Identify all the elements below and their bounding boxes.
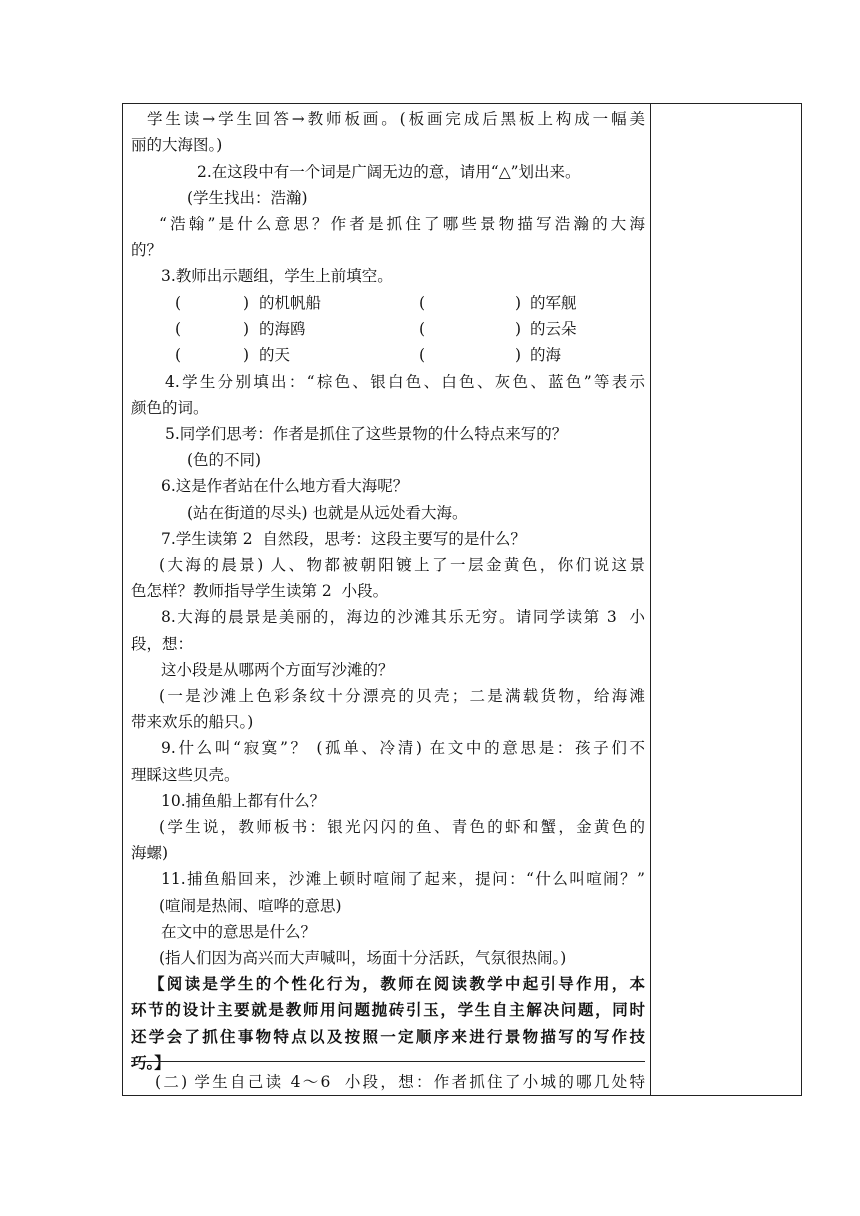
open-paren: (: [175, 320, 182, 338]
blank-answer: 的海: [530, 346, 562, 364]
text-line: 色怎样？教师指导学生读第 2 小段。: [131, 582, 389, 600]
text-line: (喧闹是热闹、喧哗的意思): [159, 897, 342, 915]
close-paren: ): [243, 320, 250, 338]
text-line: 5.同学们思考：作者是抓住了这些景物的什么特点来写的？: [165, 425, 568, 443]
fill-blank-row: [131, 290, 645, 316]
lesson-plan-table: [122, 103, 802, 1096]
close-paren: ): [515, 294, 522, 312]
text-line: (一是沙滩上色彩条纹十分漂亮的贝壳；二是满载货物，给海滩: [159, 687, 645, 705]
text-line: 9.什么叫“寂寞”？ (孤单、冷清) 在文中的意思是：孩子们不: [161, 739, 645, 757]
text-line: (指人们因为高兴而大声喊叫，场面十分活跃，气氛很热闹。): [159, 949, 567, 967]
blank-answer: 的天: [259, 346, 291, 364]
text-line: 11.捕鱼船回来，沙滩上顿时喧闹了起来，提问：“什么叫喧闹？”: [161, 870, 645, 888]
blank-answer: 的机帆船: [259, 294, 322, 312]
text-line: 3.教师出示题组，学生上前填空。: [161, 267, 393, 285]
column-divider: [650, 104, 651, 1095]
row-divider: [131, 1061, 645, 1062]
text-line: 带来欢乐的船只。): [131, 713, 254, 731]
open-paren: (: [419, 346, 426, 364]
blank-answer: 的云朵: [530, 320, 577, 338]
text-line: 在文中的意思是什么？: [161, 923, 317, 941]
text-line: 6.这是作者站在什么地方看大海呢？: [161, 477, 409, 495]
close-paren: ): [243, 294, 250, 312]
fill-blank-row: [131, 316, 645, 342]
design-note-line: 巧。】: [131, 1053, 170, 1072]
close-paren: ): [243, 346, 250, 364]
text-line: (二) 学生自己读 4～6 小段，想：作者抓住了小城的哪几处特: [155, 1073, 645, 1091]
text-line: 学生读→学生回答→教师板画。(板画完成后黑板上构成一幅美: [147, 110, 645, 128]
text-line: 丽的大海图。): [131, 136, 223, 154]
text-line: (色的不同): [187, 451, 262, 469]
text-line: 4.学生分别填出：“棕色、银白色、白色、灰色、蓝色”等表示: [165, 373, 645, 391]
text-line: 段，想：: [131, 635, 194, 653]
open-paren: (: [419, 294, 426, 312]
text-line: 海螺): [131, 844, 169, 862]
text-line: (站在街道的尽头) 也就是从远处看大海。: [187, 504, 468, 522]
text-line: 这小段是从哪两个方面写沙滩的？: [161, 661, 394, 679]
open-paren: (: [175, 346, 182, 364]
text-line: 2.在这段中有一个词是广阔无边的意，请用“△”划出来。: [197, 163, 581, 181]
close-paren: ): [515, 346, 522, 364]
open-paren: (: [419, 320, 426, 338]
design-note-line: 【阅读是学生的个性化行为，教师在阅读教学中起引导作用，本: [149, 974, 645, 993]
blank-answer: 的海鸥: [259, 320, 306, 338]
text-line: (学生找出：浩瀚): [187, 189, 308, 207]
text-line: 的？: [131, 241, 163, 259]
text-line: “浩翰”是什么意思？作者是抓住了哪些景物描写浩瀚的大海: [159, 215, 645, 233]
text-line: 8.大海的晨景是美丽的，海边的沙滩其乐无穷。请同学读第 3 小: [161, 608, 645, 626]
open-paren: (: [175, 294, 182, 312]
text-line: (大海的晨景) 人、物都被朝阳镀上了一层金黄色，你们说这景: [159, 556, 645, 574]
text-line: 10.捕鱼船上都有什么？: [161, 792, 326, 810]
fill-blank-row: [131, 342, 645, 368]
text-line: (学生说，教师板书：银光闪闪的鱼、青色的虾和蟹，金黄色的: [159, 818, 645, 836]
text-line: 颜色的词。: [131, 399, 209, 417]
close-paren: ): [515, 320, 522, 338]
design-note-line: 环节的设计主要就是教师用问题抛砖引玉，学生自主解决问题，同时: [131, 1000, 645, 1019]
text-line: 7.学生读第 2 自然段，思考：这段主要写的是什么？: [161, 530, 526, 548]
design-note-line: 还学会了抓住事物特点以及按照一定顺序来进行景物描写的写作技: [131, 1027, 645, 1046]
blank-answer: 的军舰: [530, 294, 577, 312]
text-line: 理睬这些贝壳。: [131, 766, 240, 784]
